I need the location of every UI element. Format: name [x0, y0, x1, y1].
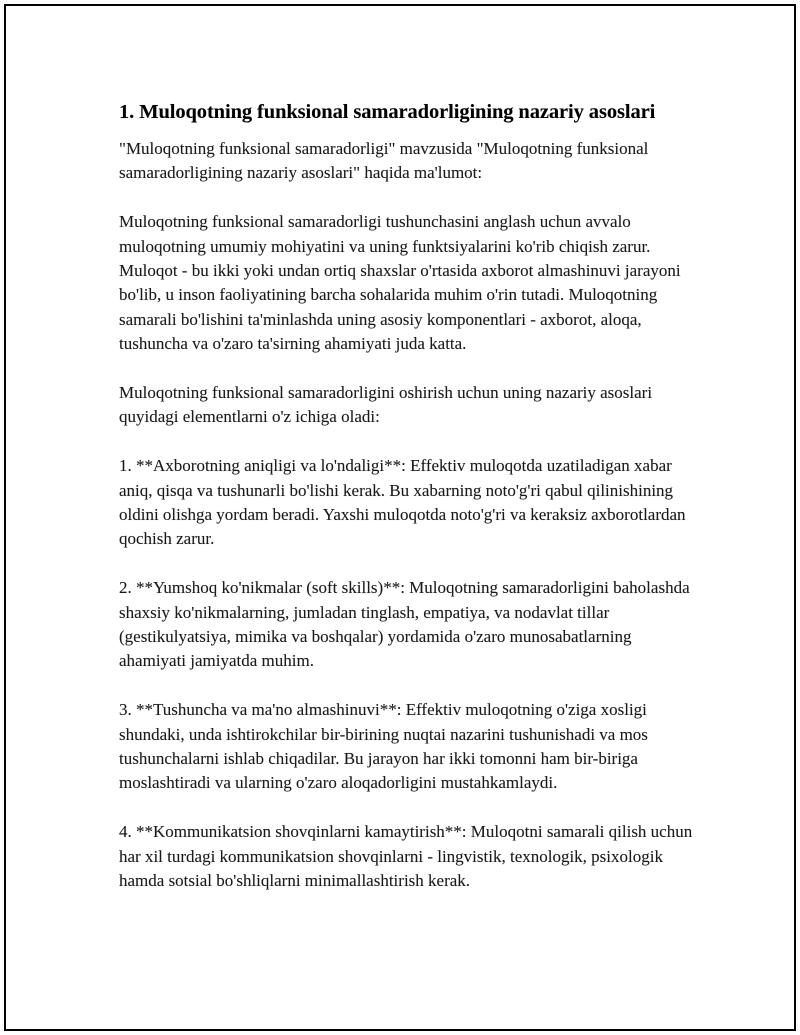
intro-paragraph: "Muloqotning funksional samaradorligi" mavzusida "Muloqotning funksional samaradorligining nazariy asoslari" haqida ma'lumot: — [119, 139, 649, 183]
overview-paragraph: Muloqotning funksional samaradorligi tushunchasini anglash uchun avvalo muloqotning umumiy mohiyatini va uning funktsiyalarini ko'rib chiqish zarur. Muloqot - bu ikki yoki undan ortiq shaxslar o'rtasida axborot almashinuvi jarayoni bo'lib, u inson faoliyatining barcha sohalarida muhim o'rin tutadi. Muloqotning samarali bo'lishini ta'minlashda uning asosiy komponentlari - axborot, aloqa, tushuncha va o'zaro ta'sirning ahamiyati juda katta. — [119, 212, 681, 354]
page-frame — [4, 4, 796, 1031]
list-item-2: 2. **Yumshoq ko'nikmalar (soft skills)**: Muloqotning samaradorligini baholashda shaxsiy ko'nikmalarning, jumladan tinglash, empatiya, va nodavlat tillar (gestikulyatsiya, mimika va boshqalar) yordamida o'zaro munosabatlarning ahamiyati jamiyatda muhim. — [119, 578, 690, 671]
document-body — [119, 98, 699, 894]
elements-intro-paragraph: Muloqotning funksional samaradorligini oshirish uchun uning nazariy asoslari quyidagi elementlarni o'z ichiga oladi: — [119, 383, 653, 427]
list-item-1: 1. **Axborotning aniqligi va lo'ndaligi**: Effektiv muloqotda uzatiladigan xabar aniq, qisqa va tushunarli bo'lishi kerak. Bu xabarning noto'g'ri qabul qilinishining oldini olishga yordam beradi. Yaxshi muloqotda noto'g'ri va keraksiz axborotlardan qochish zarur. — [119, 456, 686, 549]
list-item-3: 3. **Tushuncha va ma'no almashinuvi**: Effektiv muloqotning o'ziga xosligi shundaki, unda ishtirokchilar bir-birining nuqtai nazarini tushunishadi va mos tushunchalarni ishlab chiqadilar. Bu jarayon har ikki tomonni ham bir-biriga moslashtiradi va ularning o'zaro aloqadorligini mustahkamlaydi. — [119, 700, 648, 793]
list-item-4: 4. **Kommunikatsion shovqinlarni kamaytirish**: Muloqotni samarali qilish uchun har xil turdagi kommunikatsion shovqinlarni - lingvistik, texnologik, psixologik hamda sotsial bo'shliqlarni minimallashtirish kerak. — [119, 822, 693, 891]
document-title: 1. Muloqotning funksional samaradorligining nazariy asoslari — [119, 101, 656, 123]
